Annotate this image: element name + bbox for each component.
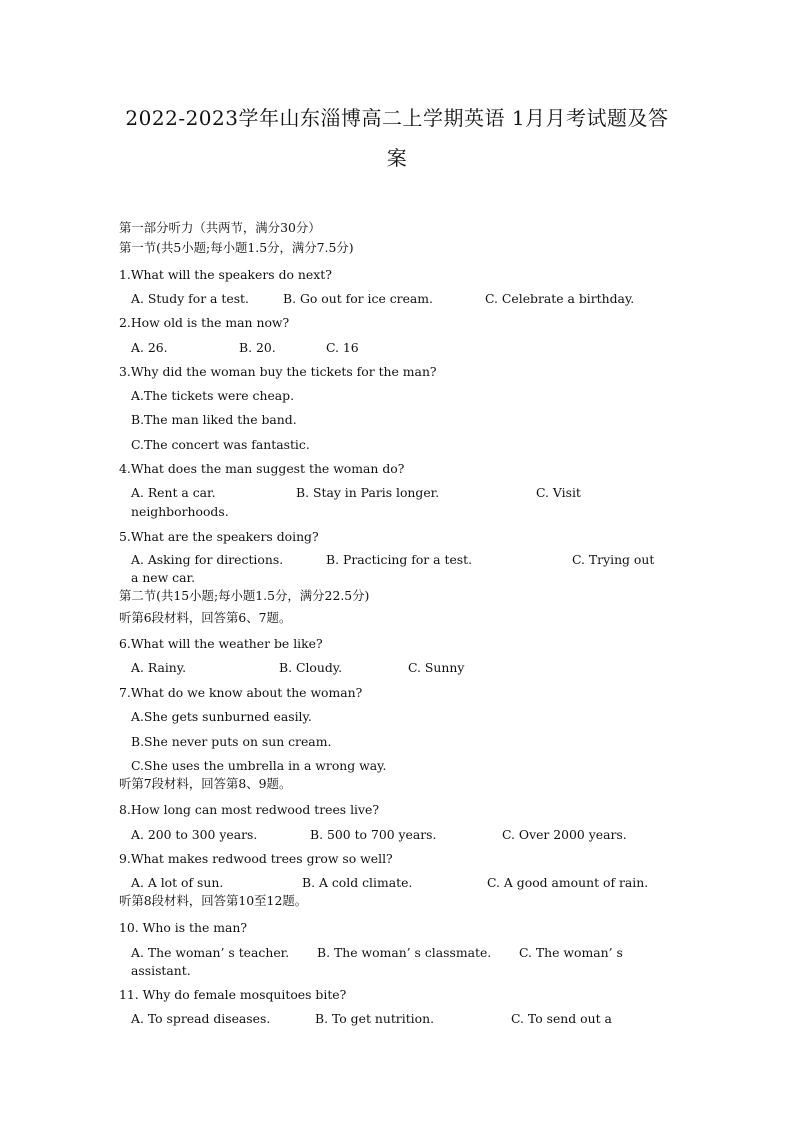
document-title-line-1: 2022-2023学年山东淄博高二上学期英语 1月月考试题及答 — [125, 106, 669, 130]
q1-option-b: B. Go out for ice cream. — [283, 291, 433, 306]
q2-option-c: C. 16 — [326, 340, 359, 355]
q6-option-a: A. Rainy. — [131, 660, 187, 675]
q6-option-b: B. Cloudy. — [279, 660, 343, 675]
question-7: 7.What do we know about the woman? — [119, 685, 363, 700]
q8-option-c: C. Over 2000 years. — [502, 827, 627, 842]
q9-option-c: C. A good amount of rain. — [487, 875, 649, 890]
q5-option-b: B. Practicing for a test. — [326, 552, 473, 567]
q3-option-a: A.The tickets were cheap. — [131, 388, 295, 403]
question-11: 11. Why do female mosquitoes bite? — [119, 987, 347, 1002]
q10-option-c: C. The woman’ s — [519, 945, 623, 960]
q11-option-a: A. To spread diseases. — [131, 1011, 271, 1026]
q2-option-b: B. 20. — [239, 340, 276, 355]
section-1-heading: 第一节(共5小题;每小题1.5分，满分7.5分) — [119, 240, 354, 255]
question-3: 3.Why did the woman buy the tickets for the man? — [119, 364, 437, 379]
q1-option-c: C. Celebrate a birthday. — [485, 291, 635, 306]
question-5: 5.What are the speakers doing? — [119, 529, 319, 544]
material-8-instruction: 听第8段材料，回答第10至12题。 — [119, 893, 308, 908]
part-heading: 第一部分听力（共两节，满分30分） — [119, 220, 321, 235]
q10-option-c-continued: assistant. — [131, 963, 191, 978]
section-2-heading: 第二节(共15小题;每小题1.5分，满分22.5分) — [119, 588, 370, 603]
q11-option-b: B. To get nutrition. — [315, 1011, 435, 1026]
q10-option-b: B. The woman’ s classmate. — [317, 945, 492, 960]
question-9: 9.What makes redwood trees grow so well? — [119, 851, 393, 866]
q4-option-a: A. Rent a car. — [131, 485, 216, 500]
document-title-line-2: 案 — [386, 146, 408, 170]
q8-option-a: A. 200 to 300 years. — [131, 827, 258, 842]
q2-option-a: A. 26. — [131, 340, 168, 355]
q10-option-a: A. The woman’ s teacher. — [131, 945, 290, 960]
q5-option-c: C. Trying out — [572, 552, 655, 567]
q1-option-a: A. Study for a test. — [131, 291, 249, 306]
q6-option-c: C. Sunny — [408, 660, 465, 675]
question-4: 4.What does the man suggest the woman do? — [119, 461, 405, 476]
q5-option-c-continued: a new car. — [131, 570, 196, 585]
q7-option-a: A.She gets sunburned easily. — [131, 709, 312, 724]
q7-option-c: C.She uses the umbrella in a wrong way. — [131, 758, 387, 773]
q4-option-b: B. Stay in Paris longer. — [296, 485, 440, 500]
question-8: 8.How long can most redwood trees live? — [119, 802, 379, 817]
q5-option-a: A. Asking for directions. — [131, 552, 284, 567]
q3-option-c: C.The concert was fantastic. — [131, 437, 310, 452]
question-6: 6.What will the weather be like? — [119, 636, 323, 651]
question-1: 1.What will the speakers do next? — [119, 267, 332, 282]
q3-option-b: B.The man liked the band. — [131, 412, 297, 427]
q4-option-c-continued: neighborhoods. — [131, 504, 229, 519]
material-7-instruction: 听第7段材料，回答第8、9题。 — [119, 776, 292, 791]
q8-option-b: B. 500 to 700 years. — [310, 827, 437, 842]
q11-option-c: C. To send out a — [511, 1011, 612, 1026]
q9-option-b: B. A cold climate. — [302, 875, 413, 890]
question-2: 2.How old is the man now? — [119, 315, 290, 330]
material-6-instruction: 听第6段材料，回答第6、7题。 — [119, 610, 292, 625]
q4-option-c: C. Visit — [536, 485, 581, 500]
q7-option-b: B.She never puts on sun cream. — [131, 734, 332, 749]
question-10: 10. Who is the man? — [119, 920, 248, 935]
q9-option-a: A. A lot of sun. — [131, 875, 224, 890]
